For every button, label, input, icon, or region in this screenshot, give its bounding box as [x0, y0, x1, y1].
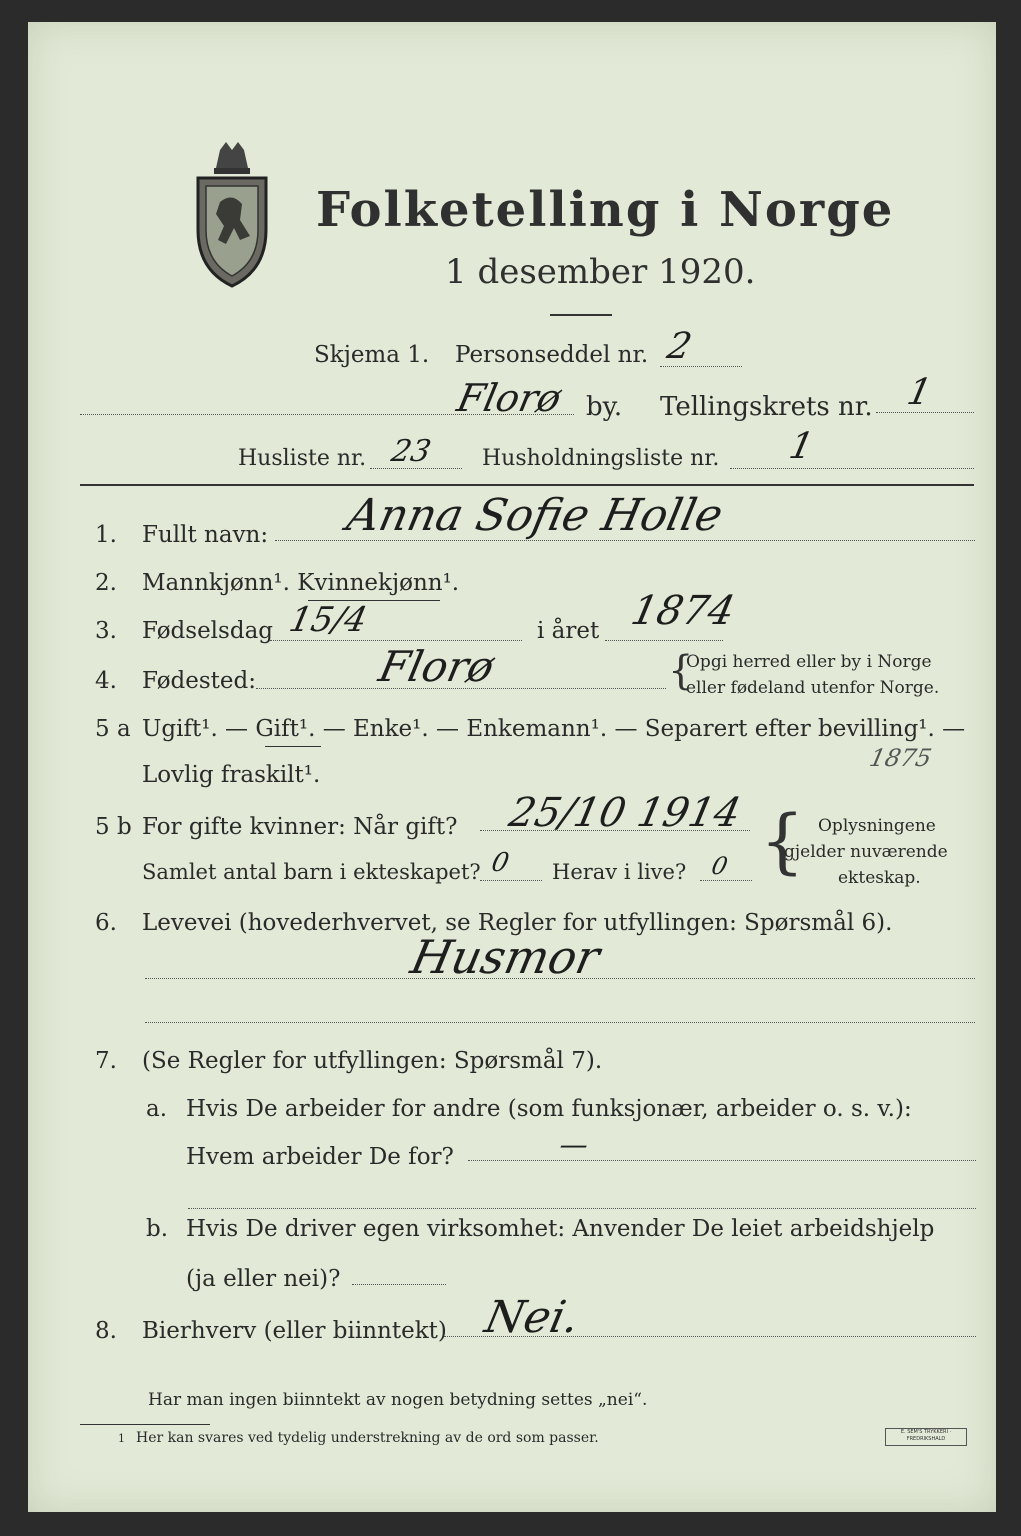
marital-underline: [265, 746, 321, 747]
tellingskrets-value[interactable]: 1: [903, 372, 936, 413]
tellingskrets-line: [876, 412, 974, 413]
q3-number: 3.: [95, 618, 117, 644]
employer-line1: [468, 1160, 976, 1161]
q4-number: 4.: [95, 668, 117, 694]
hired-help-label: (ja eller nei)?: [186, 1266, 341, 1292]
husholdning-value[interactable]: 1: [785, 426, 818, 467]
employer-label: Hvem arbeider De for?: [186, 1144, 454, 1170]
marital-status-options-cont: Lovlig fraskilt¹.: [142, 762, 321, 788]
side-income-value[interactable]: Nei.: [480, 1292, 585, 1343]
q7a-letter: a.: [146, 1096, 168, 1122]
birthplace-note-line1: Opgi herred eller by i Norge: [686, 652, 932, 672]
full-name-value[interactable]: Anna Sofie Holle: [342, 490, 728, 541]
q4-label: Fødested:: [142, 668, 257, 694]
printer-stamp-text: E. SEM'S TRYKKERI · FREDRIKSHALD: [900, 1429, 952, 1442]
occupation-label: Levevei (hovederhvervet, se Regler for utfyllingen: Spørsmål 6).: [142, 910, 893, 936]
children-living-label: Herav i live?: [552, 860, 687, 884]
occupation-line2: [145, 1022, 975, 1023]
q7-label: (Se Regler for utfyllingen: Spørsmål 7).: [142, 1048, 603, 1074]
printer-stamp: [885, 1428, 967, 1446]
q7-number: 7.: [95, 1048, 117, 1074]
marital-status-options: Ugift¹. — Gift¹. — Enke¹. — Enkemann¹. — Separert efter bevilling¹. —: [142, 716, 966, 742]
married-when-label: For gifte kvinner: Når gift?: [142, 814, 458, 840]
personseddel-line: [660, 366, 742, 367]
birthplace-line: [256, 688, 666, 689]
personseddel-label: Personseddel nr.: [455, 342, 649, 368]
q2-number: 2.: [95, 570, 117, 596]
q3-label: Fødselsdag: [142, 618, 274, 644]
footnote-text: Her kan svares ved tydelig understrekning av de ord som passer.: [136, 1430, 599, 1446]
employer-line2: [188, 1208, 976, 1209]
hired-help-line: [352, 1284, 446, 1285]
personseddel-value[interactable]: 2: [663, 326, 696, 367]
marriage-note-brace: {: [760, 800, 805, 882]
title-divider: [550, 314, 612, 316]
q1-label: Fullt navn:: [142, 522, 269, 548]
q5b-number: 5 b: [95, 814, 132, 840]
children-total-line: [480, 880, 542, 881]
footnote-divider: [80, 1424, 210, 1425]
q7b-letter: b.: [146, 1216, 169, 1242]
husliste-line: [370, 468, 462, 469]
occupation-value[interactable]: Husmor: [406, 930, 605, 984]
q8-number: 8.: [95, 1318, 117, 1344]
children-total-label: Samlet antal barn i ekteskapet?: [142, 860, 481, 884]
q7b-line1: Hvis De driver egen virksomhet: Anvender De leiet arbeidshjelp: [186, 1216, 935, 1242]
children-living-line: [700, 880, 752, 881]
footnote-mark: 1: [118, 1432, 125, 1445]
children-total-value[interactable]: 0: [488, 848, 512, 878]
marriage-note-line3: ekteskap.: [838, 868, 921, 888]
schema-label: Skjema 1.: [314, 342, 430, 368]
occupation-line1: [145, 978, 975, 979]
husliste-value[interactable]: 23: [388, 434, 434, 469]
birthplace-value[interactable]: Florø: [374, 642, 499, 691]
by-label: by.: [586, 392, 623, 422]
birth-day-value[interactable]: 15/4: [285, 600, 371, 640]
children-living-value[interactable]: 0: [709, 852, 731, 880]
husholdning-line: [730, 468, 974, 469]
footer-note: Har man ingen biinntekt av nogen betydning settes „nei“.: [148, 1390, 648, 1410]
tellingskrets-label: Tellingskrets nr.: [660, 392, 873, 422]
birth-year-value[interactable]: 1874: [627, 588, 739, 634]
birthplace-note-brace: {: [668, 648, 694, 694]
birthplace-note-line2: eller fødeland utenfor Norge.: [686, 678, 940, 698]
q7a-line1: Hvis De arbeider for andre (som funksjonær, arbeider o. s. v.):: [186, 1096, 912, 1122]
husliste-label: Husliste nr.: [238, 446, 367, 471]
city-value[interactable]: Florø: [453, 376, 566, 420]
q5a-number: 5 a: [95, 716, 131, 742]
side-income-label: Bierhverv (eller biinntekt): [142, 1318, 447, 1344]
side-income-line: [444, 1336, 976, 1337]
form-title: Folketelling i Norge: [316, 182, 895, 238]
marriage-note-line1: Oplysningene: [818, 816, 936, 836]
marriage-date-value[interactable]: 25/10 1914: [505, 790, 745, 836]
census-date: 1 desember 1920.: [445, 252, 756, 292]
birth-year-line: [605, 640, 723, 641]
husholdning-label: Husholdningsliste nr.: [482, 446, 720, 471]
full-name-line: [275, 540, 975, 541]
birth-day-line: [270, 640, 522, 641]
gender-options: Mannkjønn¹. Kvinnekjønn¹.: [142, 570, 460, 596]
margin-note: 1875: [867, 744, 935, 772]
employer-value[interactable]: —: [556, 1128, 592, 1161]
header-divider: [80, 484, 974, 486]
coat-of-arms-emblem: [190, 140, 275, 290]
year-label: i året: [537, 618, 600, 644]
marriage-note-line2: gjelder nuværende: [784, 842, 948, 862]
marriage-date-line: [480, 830, 750, 831]
q1-number: 1.: [95, 522, 117, 548]
q6-number: 6.: [95, 910, 117, 936]
